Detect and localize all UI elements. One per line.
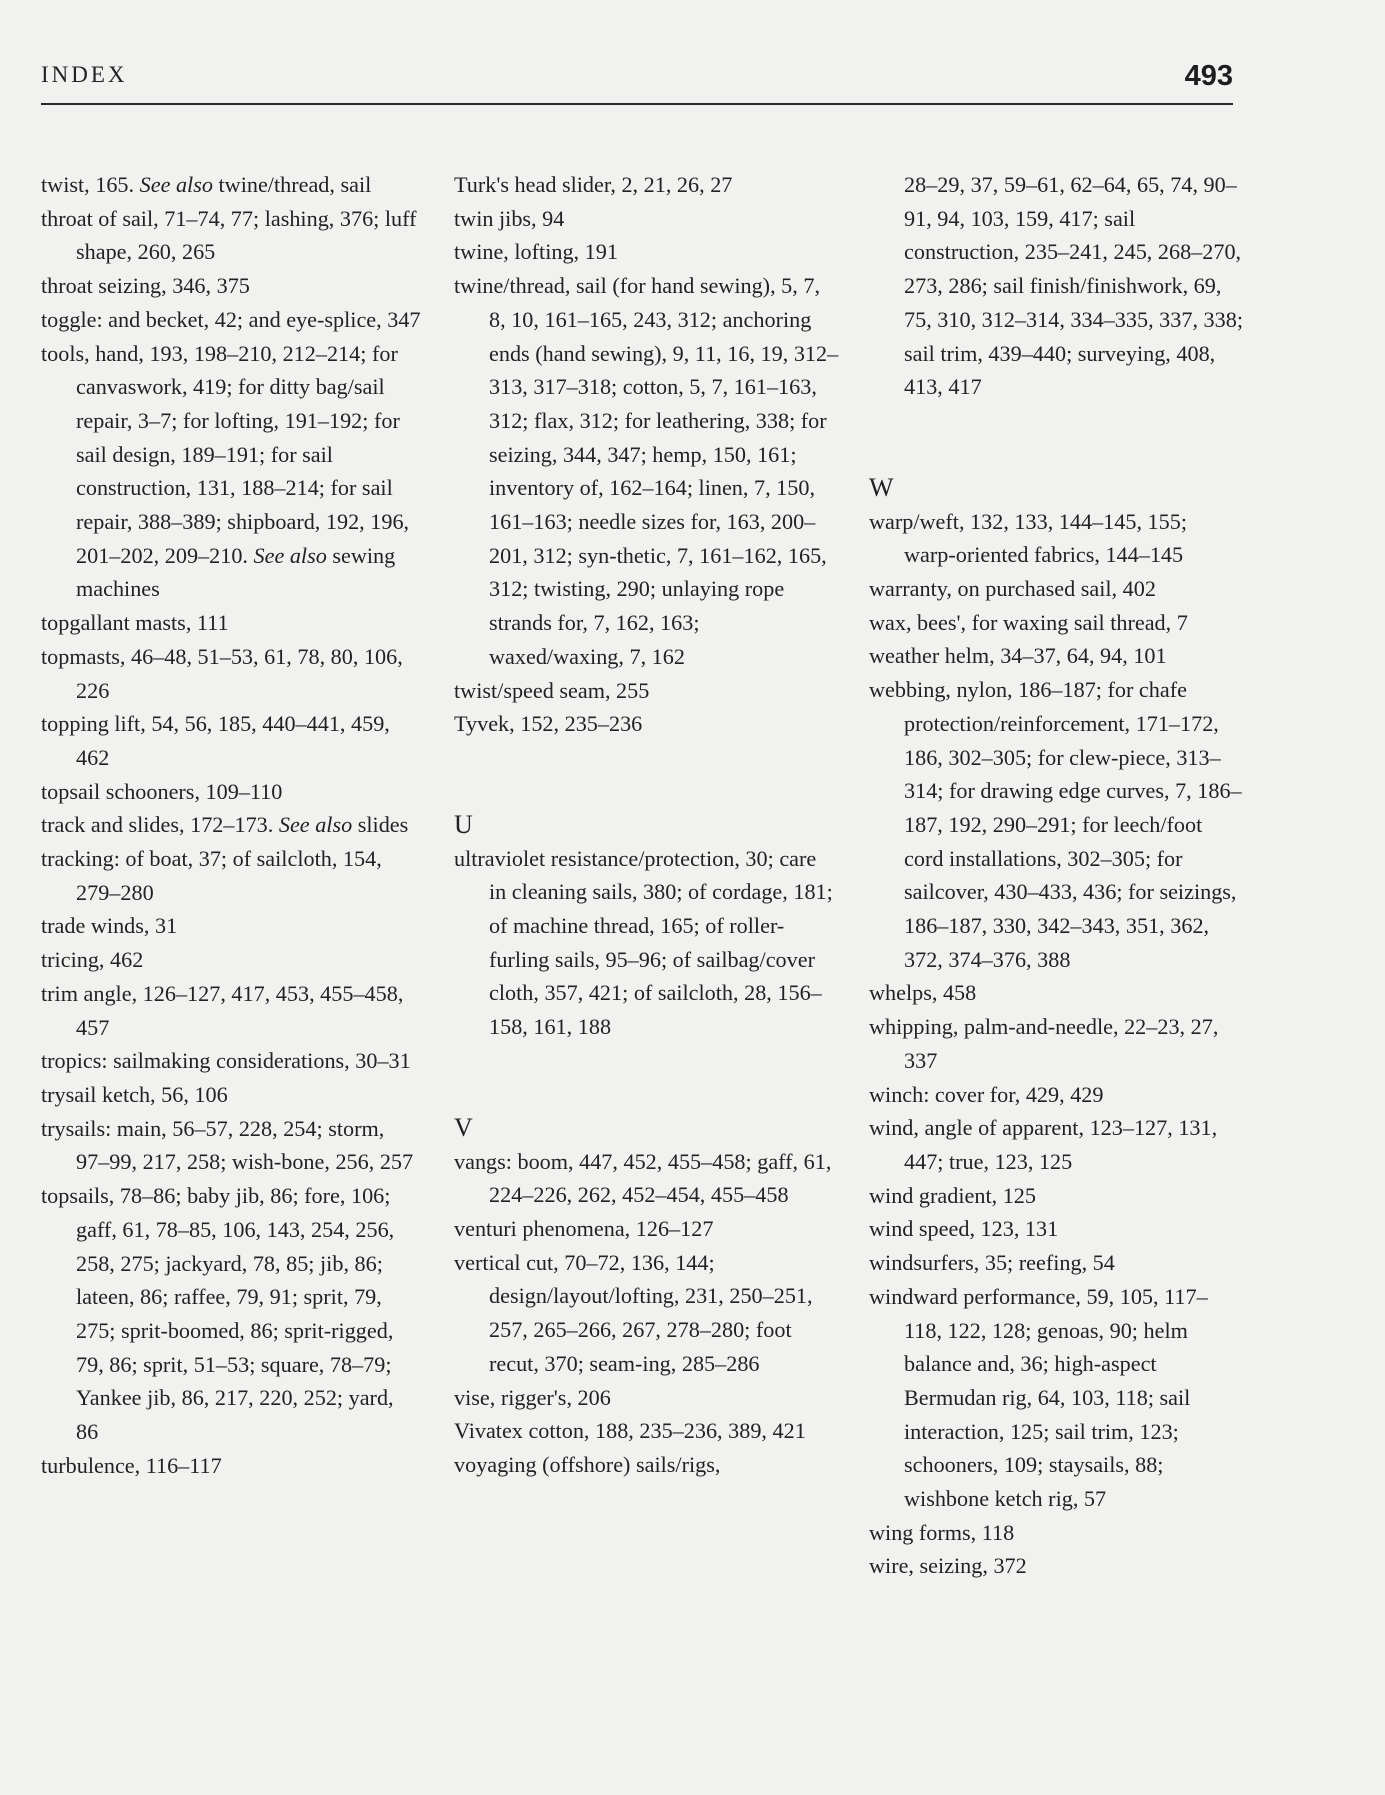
running-head: INDEX	[41, 62, 128, 87]
index-entry: throat of sail, 71–74, 77; lashing, 376; luff shape, 260, 265	[41, 205, 417, 265]
index-entry: wire, seizing, 372	[869, 1553, 1027, 1579]
index-entry: turbulence, 116–117	[41, 1452, 222, 1478]
index-entry: voyaging (offshore) sails/rigs,	[454, 1451, 721, 1477]
index-entry-continuation: 28–29, 37, 59–61, 62–64, 65, 74, 90–91, 94, 103, 159, 417; sail construction, 235–241, 245, 268–270, 273, 286; sail finish/finishwork, 69, 75, 310, 312–314, 334–335, 337, 338; sail trim, 439–440; surveying, 408, 413, 417	[904, 172, 1243, 400]
index-column-3	[869, 168, 1244, 1583]
index-entry: twine, lofting, 191	[454, 239, 618, 265]
index-entry: tracking: of boat, 37; of sailcloth, 154, 279–280	[41, 846, 382, 905]
index-entry: tools, hand, 193, 198–210, 212–214; for canvaswork, 419; for ditty bag/sail repair, 3–7; for lofting, 191–192; for sail design, 189–191; for sail construction, 131, 188–214; for sail repair, 388–389; shipboard, 192, 196, 201–202, 209–210. See also sewing machines	[41, 340, 410, 602]
index-entry: trim angle, 126–127, 417, 453, 455–458, 457	[41, 980, 404, 1040]
index-entry: wind speed, 123, 131	[869, 1216, 1059, 1242]
index-entry: trysails: main, 56–57, 228, 254; storm, 97–99, 217, 258; wish-bone, 256, 257	[41, 1115, 414, 1175]
section-gap	[454, 1044, 839, 1111]
index-entry: tricing, 462	[41, 947, 144, 973]
index-entry: weather helm, 34–37, 64, 94, 101	[869, 643, 1167, 669]
index-entry: wax, bees', for waxing sail thread, 7	[869, 609, 1188, 635]
section-letter-w: W	[869, 472, 894, 502]
index-entry: toggle: and becket, 42; and eye-splice, 347	[41, 306, 421, 332]
index-column-2	[454, 168, 839, 1482]
index-entry: whelps, 458	[869, 980, 977, 1006]
index-entry: warranty, on purchased sail, 402	[869, 576, 1156, 602]
index-entry: topping lift, 54, 56, 185, 440–441, 459, 462	[41, 711, 390, 770]
index-entry: track and slides, 172–173. See also slides	[41, 812, 409, 838]
section-gap	[869, 404, 1244, 471]
section-letter-v: V	[454, 1112, 473, 1142]
index-entry: vertical cut, 70–72, 136, 144; design/layout/lofting, 231, 250–251, 257, 265–266, 267, 278–280; foot recut, 370; seam-ing, 285–286	[454, 1249, 813, 1376]
index-entry: topmasts, 46–48, 51–53, 61, 78, 80, 106, 226	[41, 643, 403, 703]
index-entry: topsail schooners, 109–110	[41, 778, 283, 804]
index-entry: wind, angle of apparent, 123–127, 131, 447; true, 123, 125	[869, 1115, 1218, 1174]
page-number: 493	[1184, 60, 1233, 92]
index-entry: twist/speed seam, 255	[454, 677, 650, 703]
index-column-1	[41, 168, 421, 1482]
index-entry: venturi phenomena, 126–127	[454, 1215, 714, 1241]
index-entry: topsails, 78–86; baby jib, 86; fore, 106; gaff, 61, 78–85, 106, 143, 254, 256, 258, 275; jackyard, 78, 85; jib, 86; lateen, 86; raffee, 79, 91; sprit, 79, 275; sprit-boomed, 86; sprit-rigged, 79, 86; sprit, 51–53; square, 78–79; Yankee jib, 86, 217, 220, 252; yard, 86	[41, 1183, 395, 1445]
index-entry: wind gradient, 125	[869, 1182, 1036, 1208]
index-entry: twin jibs, 94	[454, 205, 565, 231]
index-entry: windward performance, 59, 105, 117–118, 122, 128; genoas, 90; helm balance and, 36; high-aspect Bermudan rig, 64, 103, 118; sail interaction, 125; sail trim, 123; schooners, 109; staysails, 88; wishbone ketch rig, 57	[869, 1283, 1208, 1512]
index-entry: throat seizing, 346, 375	[41, 273, 250, 299]
section-gap	[454, 741, 839, 808]
index-entry: Turk's head slider, 2, 21, 26, 27	[454, 172, 733, 197]
index-entry: whipping, palm-and-needle, 22–23, 27, 337	[869, 1014, 1219, 1073]
index-entry: vise, rigger's, 206	[454, 1384, 611, 1410]
index-entry: tropics: sailmaking considerations, 30–31	[41, 1048, 411, 1074]
header-rule	[41, 103, 1233, 105]
index-entry: ultraviolet resistance/protection, 30; care in cleaning sails, 380; of cordage, 181; of machine thread, 165; of roller-furling sails, 95–96; of sailbag/cover cloth, 357, 421; of sailcloth, 28, 156–158, 161, 188	[454, 845, 833, 1040]
index-entry: topgallant masts, 111	[41, 610, 229, 636]
index-entry: winch: cover for, 429, 429	[869, 1081, 1104, 1107]
index-entry: wing forms, 118	[869, 1519, 1015, 1545]
section-letter-u: U	[454, 809, 473, 839]
index-entry: webbing, nylon, 186–187; for chafe protection/reinforcement, 171–172, 186, 302–305; for clew-piece, 313–314; for drawing edge curves, 7, 186–187, 192, 290–291; for leech/foot cord installations, 302–305; for sailcover, 430–433, 436; for seizings, 186–187, 330, 342–343, 351, 362, 372, 374–376, 388	[869, 677, 1242, 972]
index-entry: twine/thread, sail (for hand sewing), 5, 7, 8, 10, 161–165, 243, 312; anchoring ends (hand sewing), 9, 11, 16, 19, 312–313, 317–318; cotton, 5, 7, 161–163, 312; flax, 312; for leathering, 338; for seizing, 344, 347; hemp, 150, 161; inventory of, 162–164; linen, 7, 150, 161–163; needle sizes for, 163, 200–201, 312; syn-thetic, 7, 161–162, 165, 312; twisting, 290; unlaying rope strands for, 7, 162, 163; waxed/waxing, 7, 162	[454, 273, 839, 669]
index-entry: trade winds, 31	[41, 913, 178, 939]
index-entry: warp/weft, 132, 133, 144–145, 155; warp-oriented fabrics, 144–145	[869, 508, 1187, 568]
index-entry: twist, 165. See also twine/thread, sail	[41, 172, 372, 197]
index-entry: Vivatex cotton, 188, 235–236, 389, 421	[454, 1418, 806, 1444]
index-entry: windsurfers, 35; reefing, 54	[869, 1250, 1115, 1276]
index-entry: vangs: boom, 447, 452, 455–458; gaff, 61, 224–226, 262, 452–454, 455–458	[454, 1148, 832, 1208]
index-entry: trysail ketch, 56, 106	[41, 1081, 228, 1107]
index-entry: Tyvek, 152, 235–236	[454, 711, 643, 737]
